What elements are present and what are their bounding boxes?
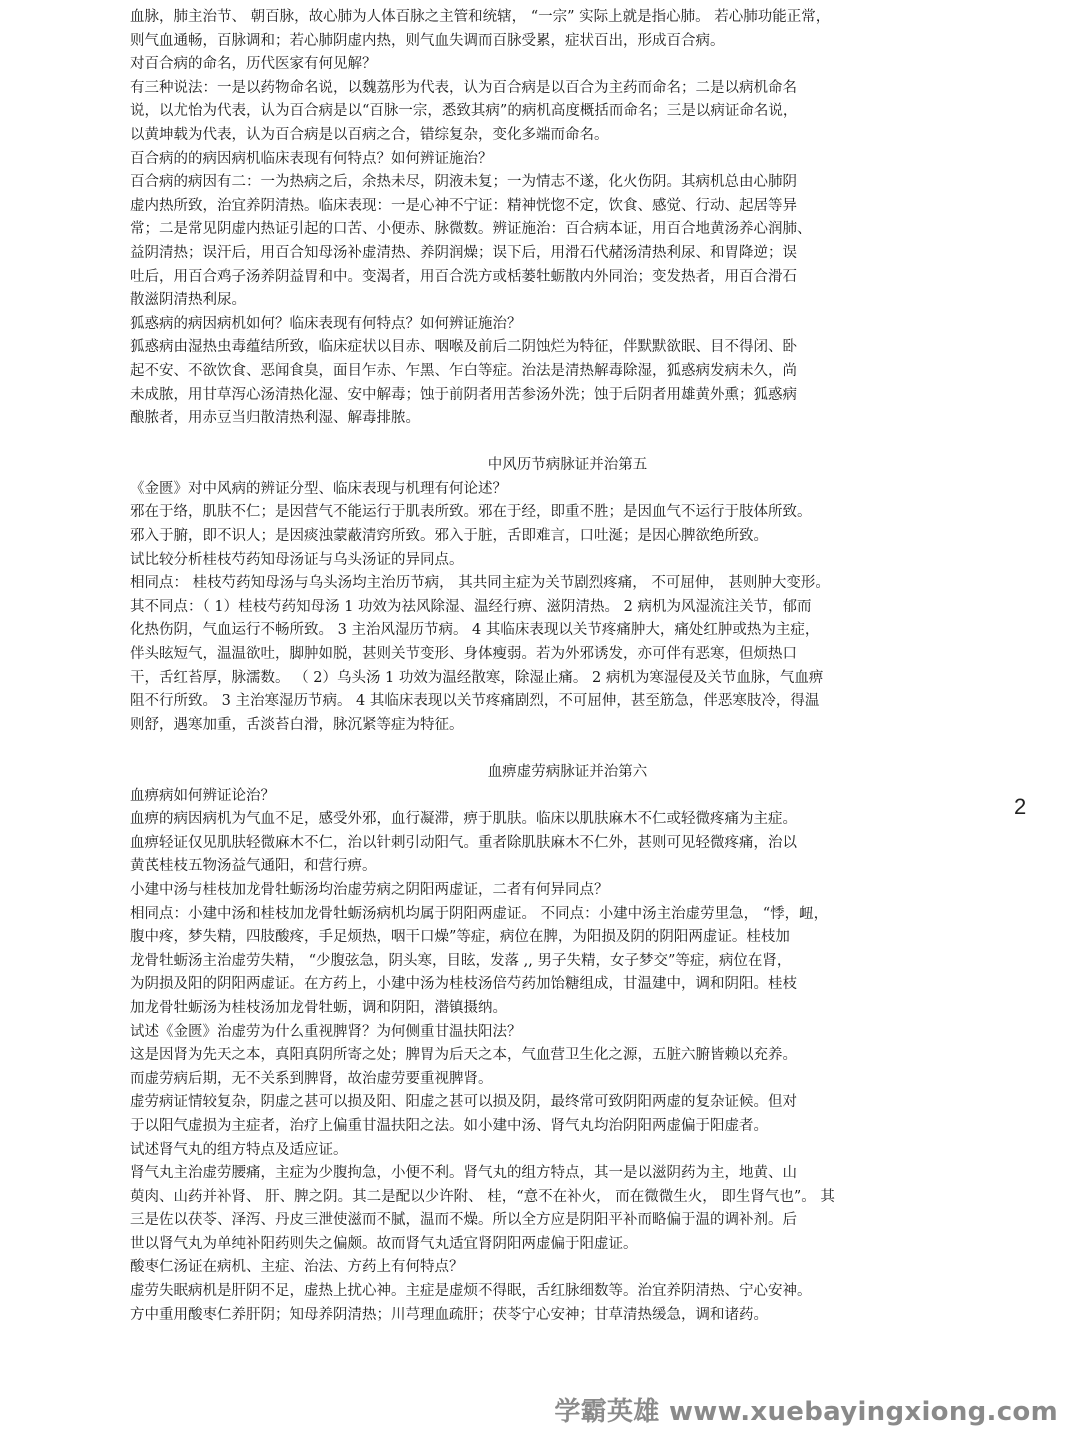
text-line: 血痹病如何辨证论治？ [130, 787, 275, 804]
text-line: 试比较分析桂枝芍药知母汤证与乌头汤证的异同点。 [130, 551, 464, 568]
text-line: 阻不行所致。 3 主治寒湿历节病。 4 其临床表现以关节疼痛剧烈，不可屈伸，甚至筋急，伴恶寒肢冷，得温 [130, 693, 820, 710]
text-line: 相同点：小建中汤和桂枝加龙骨牡蛎汤病机均属于阴阳两虚证。 不同点：小建中汤主治虚劳里急， “悸，衄， [130, 905, 829, 922]
text-line: 试述肾气丸的组方特点及适应证。 [130, 1141, 348, 1158]
text-line: 邪入于腑，即不识人；是因痰浊蒙蔽清窍所致。邪入于脏，舌即难言，口吐涎；是因心脾欲绝所致。 [130, 528, 768, 545]
text-line: 虚劳失眠病机是肝阴不足，虚热上扰心神。主症是虚烦不得眠，舌红脉细数等。治宜养阴清热、宁心安神。 [130, 1283, 812, 1300]
text-line: 于以阳气虚损为主症者，治疗上偏重甘温扶阳之法。如小建中汤、肾气丸均治阴阳两虚偏于阳虚者。 [130, 1117, 768, 1134]
text-line: 百合病的病因有二：一为热病之后，余热未尽，阴液未复；一为情志不遂，化火伤阴。其病机总由心肺阴 [130, 174, 797, 191]
text-line: 试述《金匮》治虚劳为什么重视脾肾？为何侧重甘温扶阳法？ [130, 1023, 522, 1040]
text-line: 狐惑病的病因病机如何？临床表现有何特点？如何辨证施治？ [130, 315, 522, 332]
text-line: 相同点： 桂枝芍药知母汤与乌头汤均主治历节病， 其共同主症为关节剧烈疼痛， 不可屈伸， 甚则肿大变形。 [130, 575, 830, 592]
text-line: 萸肉、山药并补肾、 肝、脾之阴。其二是配以少许附、 桂，“意不在补火， 而在微微生火， 即生肾气也”。 其 [130, 1188, 835, 1205]
text-line: 酿脓者，用赤豆当归散清热利湿、解毒排脓。 [130, 410, 420, 427]
text-line: 龙骨牡蛎汤主治虚劳失精， “少腹弦急，阴头寒，目眩，发落 ,, 男子失精，女子梦交”等症，病位在肾， [130, 952, 792, 969]
text-line: 血脉，肺主治节、 朝百脉，故心肺为人体百脉之主管和统辖， “一宗” 实际上就是指心肺。 若心肺功能正常， [130, 9, 831, 25]
text-line: 对百合病的命名，历代医家有何见解？ [130, 56, 377, 73]
text-line: 世以肾气丸为单纯补阳药则失之偏颇。故而肾气丸适宜肾阴阳两虚偏于阳虚证。 [130, 1235, 638, 1252]
text-line: 酸枣仁汤证在病机、主症、治法、方药上有何特点？ [130, 1259, 464, 1276]
text-block-zhongfeng-lijie [130, 478, 945, 738]
text-line: 化热伤阴，气血运行不畅所致。 3 主治风湿历节病。 4 其临床表现以关节疼痛肿大，痛处红肿或热为主症， [130, 622, 820, 639]
text-block-xuebi-xulao [130, 785, 945, 1328]
text-line: 百合病的的病因病机临床表现有何特点？如何辨证施治？ [130, 150, 493, 167]
text-block-baihe-huhuo [130, 6, 945, 431]
text-line: 则气血通畅，百脉调和；若心肺阴虚内热，则气血失调而百脉受累，症状百出，形成百合病。 [130, 32, 725, 49]
text-line: 血痹的病因病机为气血不足，感受外邪，血行凝滞，痹于肌肤。临床以肌肤麻木不仁或轻微疼痛为主症。 [130, 811, 797, 828]
text-line: 血痹轻证仅见肌肤轻微麻木不仁，治以针刺引动阳气。重者除肌肤麻木不仁外，甚则可见轻微疼痛，治以 [130, 834, 797, 851]
text-line: 益阴清热；误汗后，用百合知母汤补虚清热、养阴润燥；误下后，用滑石代赭汤清热利尿、和胃降逆；误 [130, 244, 797, 261]
text-line: 肾气丸主治虚劳腰痛，主症为少腹拘急，小便不利。肾气丸的组方特点，其一是以滋阴药为主，地黄、山 [130, 1165, 797, 1182]
text-line: 小建中汤与桂枝加龙骨牡蛎汤均治虚劳病之阴阳两虚证，二者有何异同点？ [130, 881, 609, 898]
text-line: 有三种说法：一是以药物命名说，以魏荔彤为代表，认为百合病是以百合为主药而命名；二是以病机命名 [130, 79, 797, 96]
page-number: 2 [1014, 794, 1027, 819]
text-line: 未成脓，用甘草泻心汤清热化湿、安中解毒；蚀于前阴者用苦参汤外洗；蚀于后阴者用雄黄外熏；狐惑病 [130, 386, 797, 403]
section-title-6: 血痹虚劳病脉证并治第六 [487, 764, 648, 780]
text-line: 起不安、不欲饮食、恶闻食臭，面目乍赤、乍黑、乍白等症。治法是清热解毒除湿，狐惑病发病未久，尚 [130, 362, 797, 379]
text-line: 虚劳病证情较复杂，阴虚之甚可以损及阳、阳虚之甚可以损及阴，最终常可致阴阳两虚的复杂证候。但对 [130, 1094, 797, 1111]
spacer [130, 737, 945, 761]
text-line: 邪在于络，肌肤不仁；是因营气不能运行于肌表所致。邪在于经，即重不胜；是因血气不运行于肢体所致。 [130, 504, 812, 521]
text-line: 虚内热所致，治宜养阴清热。临床表现：一是心神不宁证：精神恍惚不定，饮食、感觉、行动、起居等异 [130, 197, 797, 214]
text-line: 常；二是常见阴虚内热证引起的口苦、小便赤、脉微数。辨证施治：百合病本证，用百合地黄汤养心润肺、 [130, 221, 812, 238]
spacer [130, 431, 945, 455]
text-line: 《金匮》对中风病的辨证分型、临床表现与机理有何论述？ [130, 480, 507, 497]
text-line: 则舒，遇寒加重，舌淡苔白滑，脉沉紧等症为特征。 [130, 716, 464, 733]
text-line: 伴头眩短气，温温欲吐，脚肿如脱，甚则关节变形、身体瘦弱。若为外邪诱发，亦可伴有恶寒，但烦热口 [130, 646, 797, 663]
text-line: 说，以尤怡为代表，认为百合病是以“百脉一宗，悉致其病”的病机高度概括而命名；三是以病证命名说， [130, 103, 798, 120]
text-line: 加龙骨牡蛎汤为桂枝汤加龙骨牡蛎，调和阴阳，潜镇摄纳。 [130, 999, 507, 1016]
text-line: 这是因肾为先天之本，真阳真阴所寄之处；脾胃为后天之本，气血营卫生化之源，五脏六腑皆赖以充养。 [130, 1047, 797, 1064]
text-line: 黄芪桂枝五物汤益气通阳，和营行痹。 [130, 858, 377, 875]
text-line: 而虚劳病后期，无不关系到脾肾，故治虚劳要重视脾肾。 [130, 1070, 493, 1087]
text-line: 腹中疼，梦失精，四肢酸疼，手足烦热，咽干口燥”等症，病位在脾，为阳损及阴的阴阳两虚证。桂枝加 [130, 929, 790, 946]
text-line: 吐后，用百合鸡子汤养阴益胃和中。变渴者，用百合洗方或栝蒌牡蛎散内外同治；变发热者，用百合滑石 [130, 268, 797, 285]
text-line: 其不同点：（ 1）桂枝芍药知母汤 1 功效为祛风除湿、温经行痹、滋阴清热。 2 病机为风湿流注关节，郁而 [130, 598, 812, 615]
text-line: 干，舌红苔厚，脉濡数。 （ 2）乌头汤 1 功效为温经散寒，除湿止痛。 2 病机为寒湿侵及关节血脉，气血痹 [130, 669, 824, 686]
watermark: 学霸英雄 www.xuebayingxiong.com [554, 1397, 1058, 1427]
text-line: 为阴损及阳的阴阳两虚证。在方药上，小建中汤为桂枝汤倍芍药加饴糖组成，甘温建中，调和阴阳。桂枝 [130, 976, 797, 993]
text-line: 三是佐以茯苓、泽泻、丹皮三泄使滋而不腻，温而不燥。所以全方应是阴阳平补而略偏于温的调补剂。后 [130, 1212, 797, 1229]
text-line: 以黄坤载为代表，认为百合病是以百病之合，错综复杂，变化多端而命名。 [130, 126, 609, 143]
document-body [130, 6, 945, 1327]
text-line: 方中重用酸枣仁养肝阴；知母养阴清热；川芎理血疏肝；茯苓宁心安神；甘草清热缓急，调和诸药。 [130, 1306, 768, 1323]
text-line: 散滋阴清热利尿。 [130, 292, 246, 309]
text-line: 狐惑病由湿热虫毒蕴结所致，临床症状以目赤、咽喉及前后二阴蚀烂为特征，伴默默欲眠、目不得闭、卧 [130, 339, 797, 356]
section-title-5: 中风历节病脉证并治第五 [487, 457, 648, 474]
